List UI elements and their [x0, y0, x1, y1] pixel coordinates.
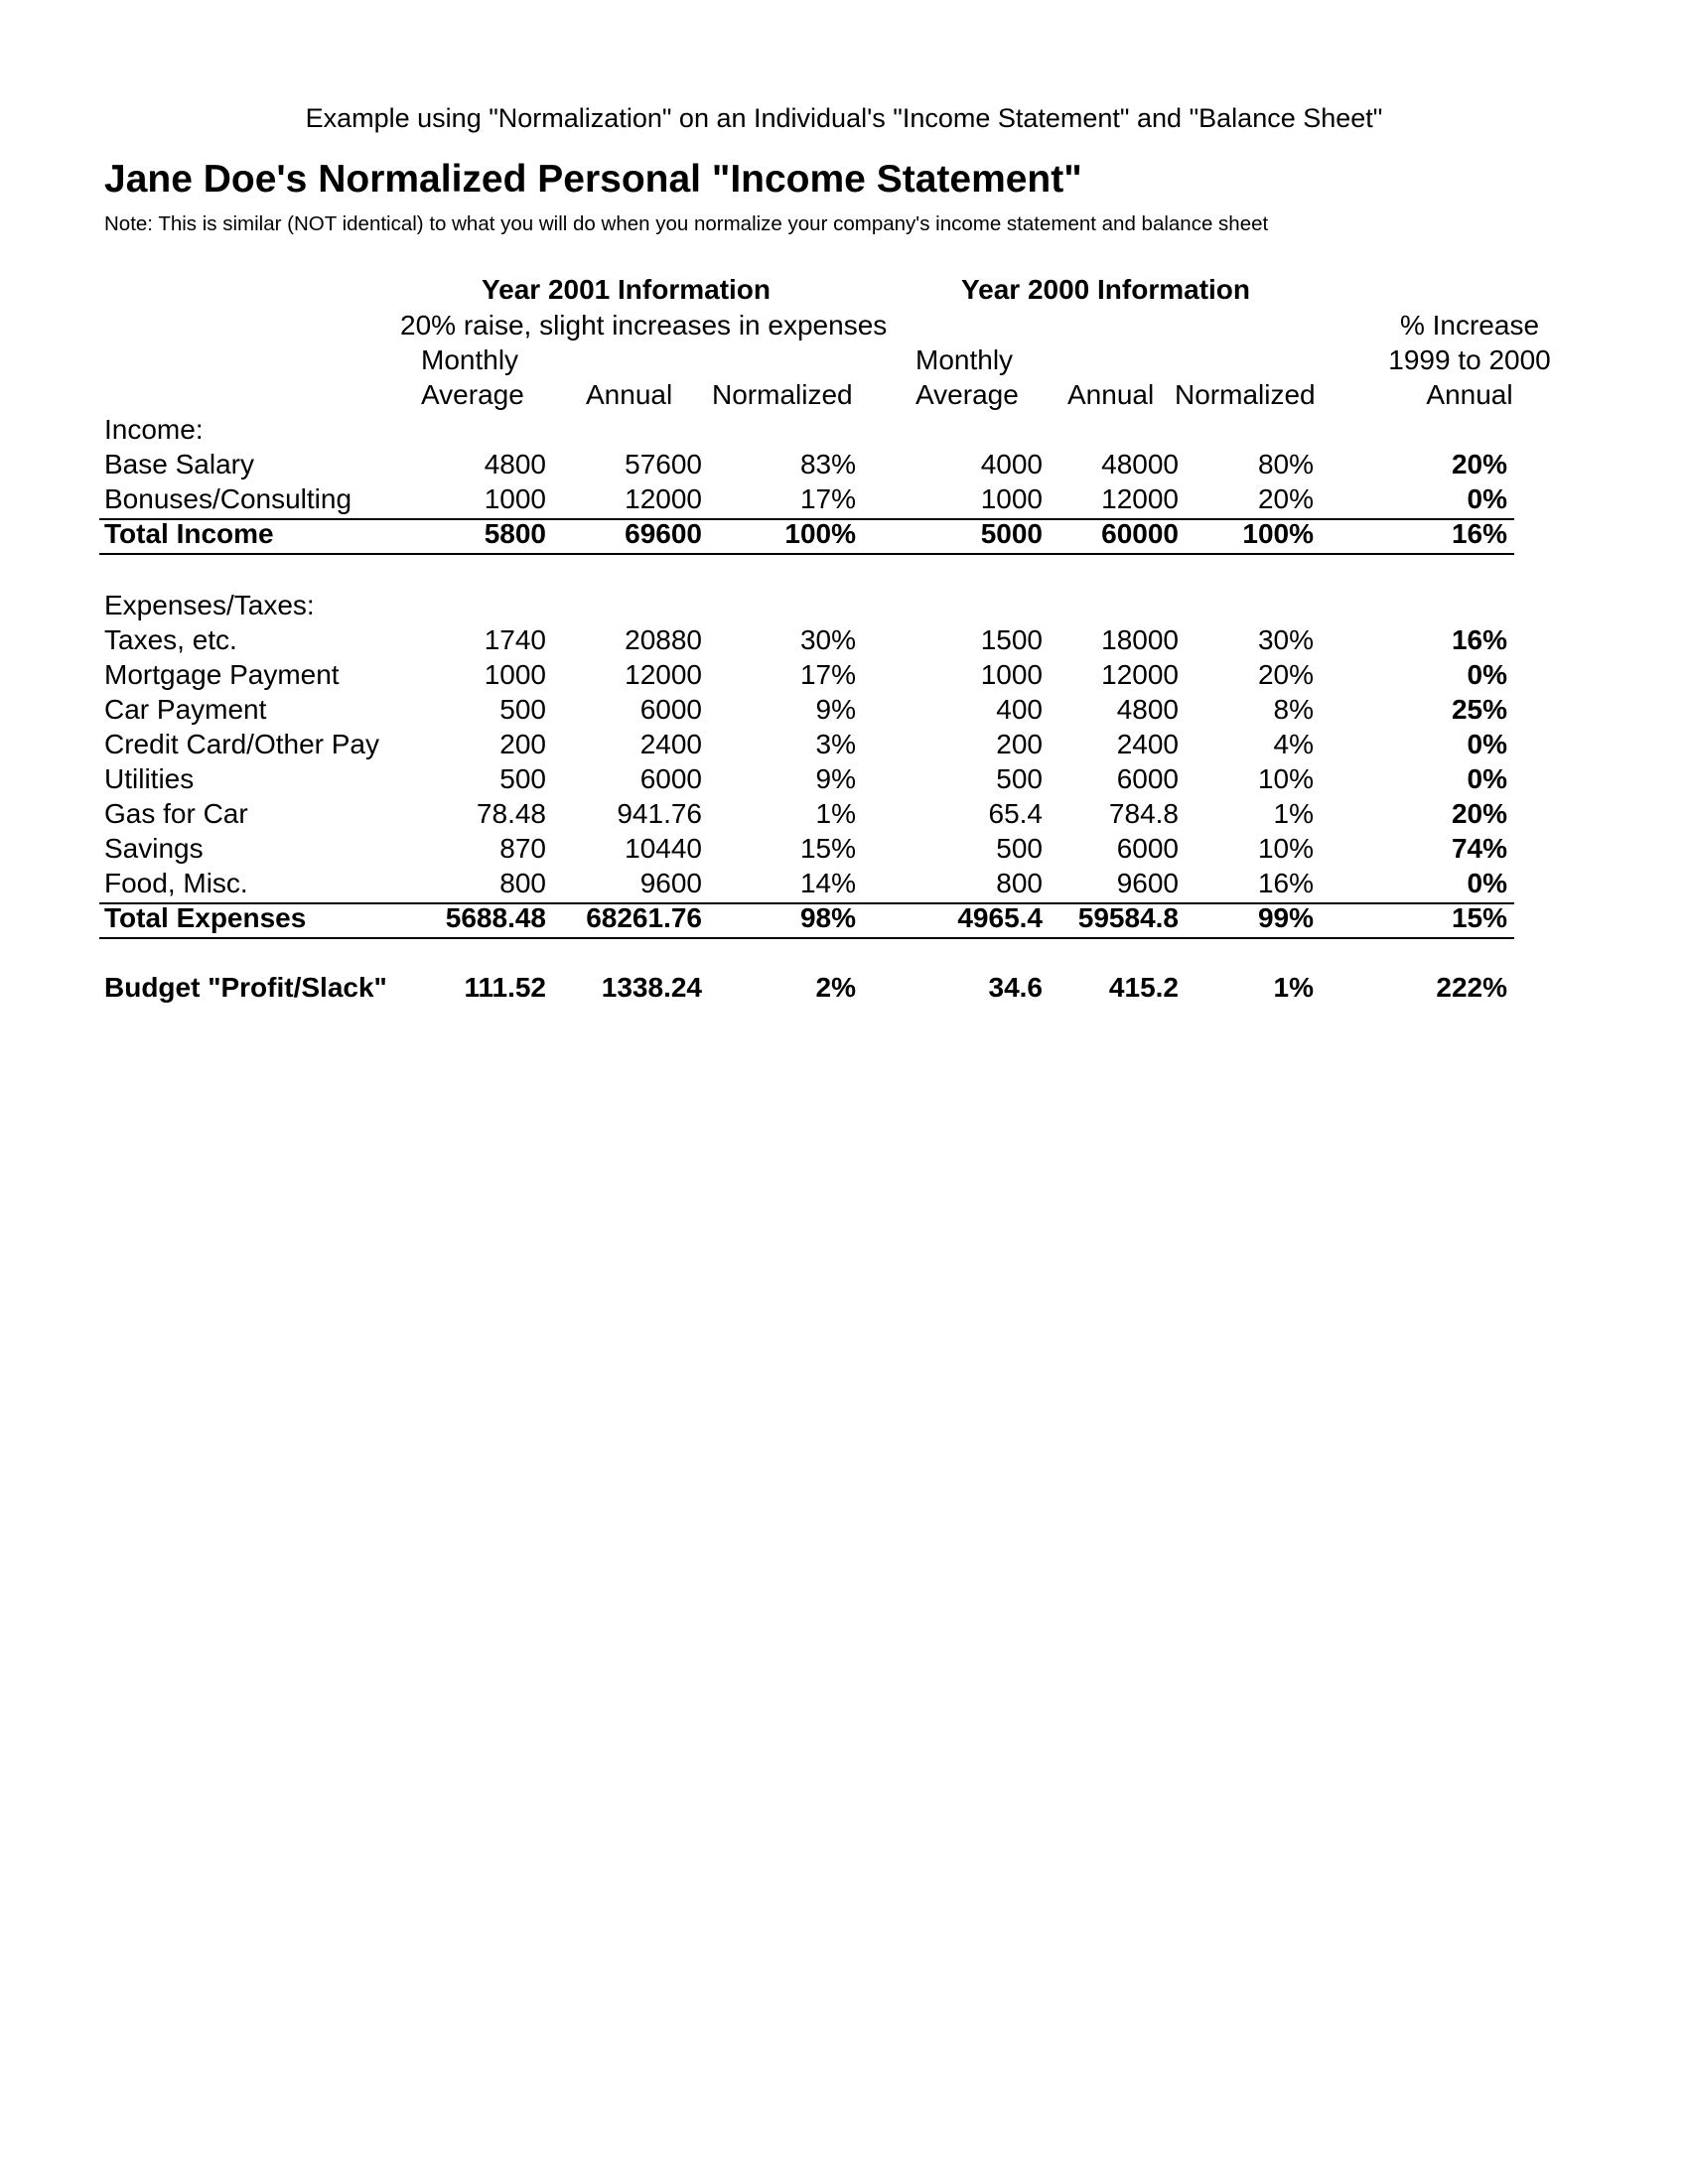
cell-2001-monthly: 500	[499, 763, 546, 794]
cell-2001-monthly: 5688.48	[445, 902, 546, 933]
row-label: Bonuses/Consulting	[104, 483, 352, 514]
table-row	[0, 727, 1688, 761]
normalized-header-2000: Normalized	[1175, 379, 1316, 410]
cell-2001-annual: 10440	[625, 833, 702, 864]
cell-2000-annual: 12000	[1101, 659, 1179, 690]
cell-2000-monthly: 400	[996, 694, 1043, 725]
cell-2001-normalized: 9%	[815, 694, 856, 725]
cell-2000-normalized: 30%	[1257, 624, 1314, 655]
table-row	[0, 657, 1688, 692]
cell-2001-monthly: 78.48	[476, 798, 546, 829]
cell-2000-monthly: 1000	[980, 659, 1043, 690]
cell-pct-increase: 0%	[1467, 868, 1507, 898]
cell-2001-annual: 2400	[639, 729, 702, 759]
pct-increase-header-line3: Annual	[1426, 379, 1513, 410]
cell-pct-increase: 0%	[1467, 763, 1507, 794]
cell-2001-monthly: 5800	[484, 518, 546, 549]
table-row	[0, 831, 1688, 866]
row-label: Mortgage Payment	[104, 659, 340, 690]
cell-pct-increase: 222%	[1436, 972, 1507, 1003]
cell-2000-normalized: 20%	[1257, 659, 1314, 690]
cell-2000-annual: 6000	[1116, 833, 1179, 864]
cell-pct-increase: 0%	[1467, 659, 1507, 690]
cell-2001-monthly: 1740	[484, 624, 546, 655]
cell-2000-annual: 784.8	[1108, 798, 1179, 829]
cell-2001-annual: 1338.24	[601, 972, 702, 1003]
cell-2001-normalized: 98%	[799, 902, 856, 933]
table-row	[0, 866, 1688, 900]
cell-pct-increase: 16%	[1451, 624, 1507, 655]
cell-2000-normalized: 10%	[1257, 763, 1314, 794]
cell-2000-annual: 18000	[1101, 624, 1179, 655]
table-row-budget	[0, 970, 1688, 1005]
table-row-total-expenses	[0, 900, 1688, 935]
row-label: Total Expenses	[104, 902, 307, 933]
cell-2001-normalized: 1%	[815, 798, 856, 829]
monthly-header-2001-line2: Average	[421, 379, 524, 410]
cell-2001-annual: 941.76	[617, 798, 702, 829]
row-label: Credit Card/Other Pay	[104, 729, 379, 759]
cell-2001-normalized: 2%	[815, 972, 856, 1003]
cell-2001-monthly: 800	[499, 868, 546, 898]
cell-2000-monthly: 5000	[980, 518, 1043, 549]
row-label: Base Salary	[104, 449, 254, 479]
section-label-expenses: Expenses/Taxes:	[104, 590, 315, 620]
cell-2000-normalized: 100%	[1242, 518, 1314, 549]
table-row	[0, 796, 1688, 831]
monthly-header-2000-line2: Average	[915, 379, 1019, 410]
pct-increase-header-line2: 1999 to 2000	[1388, 344, 1551, 375]
cell-2000-normalized: 10%	[1257, 833, 1314, 864]
pct-increase-header-line1: % Increase	[1399, 310, 1540, 341]
cell-2001-monthly: 4800	[484, 449, 546, 479]
cell-2000-monthly: 800	[996, 868, 1043, 898]
cell-2000-annual: 415.2	[1108, 972, 1179, 1003]
annual-header-2000: Annual	[1067, 379, 1155, 410]
cell-2000-monthly: 4000	[980, 449, 1043, 479]
cell-2000-normalized: 80%	[1257, 449, 1314, 479]
cell-2000-annual: 2400	[1116, 729, 1179, 759]
cell-2000-monthly: 200	[996, 729, 1043, 759]
cell-2000-annual: 59584.8	[1077, 902, 1179, 933]
cell-pct-increase: 15%	[1451, 902, 1507, 933]
cell-2001-normalized: 17%	[799, 659, 856, 690]
cell-2000-annual: 48000	[1101, 449, 1179, 479]
cell-2001-annual: 20880	[625, 624, 702, 655]
cell-2001-annual: 12000	[625, 483, 702, 514]
row-label: Food, Misc.	[104, 868, 248, 898]
row-label: Taxes, etc.	[104, 624, 237, 655]
note-text: Note: This is similar (NOT identical) to what you will do when you normalize your company's income statement and balance sheet	[104, 212, 1269, 235]
cell-pct-increase: 20%	[1451, 798, 1507, 829]
row-label: Budget "Profit/Slack"	[104, 972, 387, 1003]
section-label-income: Income:	[104, 414, 204, 445]
cell-2001-annual: 12000	[625, 659, 702, 690]
divider-line	[99, 937, 1514, 939]
cell-2000-monthly: 34.6	[988, 972, 1043, 1003]
cell-2001-annual: 69600	[625, 518, 702, 549]
annual-header-2001: Annual	[586, 379, 673, 410]
divider-line	[99, 553, 1514, 555]
cell-2000-annual: 6000	[1116, 763, 1179, 794]
cell-2000-normalized: 16%	[1257, 868, 1314, 898]
cell-2000-annual: 4800	[1116, 694, 1179, 725]
table-row	[0, 761, 1688, 796]
example-heading: Example using "Normalization" on an Individual's "Income Statement" and "Balance Sheet"	[305, 103, 1383, 133]
normalized-header-2001: Normalized	[712, 379, 853, 410]
row-label: Utilities	[104, 763, 195, 794]
table-row	[0, 447, 1688, 481]
cell-2001-normalized: 15%	[799, 833, 856, 864]
cell-2001-normalized: 9%	[815, 763, 856, 794]
cell-2001-normalized: 100%	[784, 518, 856, 549]
cell-2000-monthly: 500	[996, 833, 1043, 864]
cell-2000-normalized: 4%	[1273, 729, 1314, 759]
cell-2001-monthly: 500	[499, 694, 546, 725]
cell-2001-monthly: 200	[499, 729, 546, 759]
cell-2000-normalized: 99%	[1257, 902, 1314, 933]
row-label: Total Income	[104, 518, 274, 549]
cell-2001-annual: 6000	[639, 694, 702, 725]
cell-2001-monthly: 1000	[484, 483, 546, 514]
cell-pct-increase: 16%	[1451, 518, 1507, 549]
cell-2001-monthly: 1000	[484, 659, 546, 690]
cell-2001-normalized: 83%	[799, 449, 856, 479]
cell-2000-normalized: 1%	[1273, 972, 1314, 1003]
cell-2001-normalized: 30%	[799, 624, 856, 655]
cell-2000-normalized: 20%	[1257, 483, 1314, 514]
cell-2000-monthly: 1000	[980, 483, 1043, 514]
cell-2000-normalized: 8%	[1273, 694, 1314, 725]
page-title: Jane Doe's Normalized Personal "Income Statement"	[104, 158, 1082, 201]
cell-pct-increase: 20%	[1451, 449, 1507, 479]
cell-pct-increase: 25%	[1451, 694, 1507, 725]
cell-pct-increase: 74%	[1451, 833, 1507, 864]
table-row	[0, 622, 1688, 657]
cell-2000-normalized: 1%	[1273, 798, 1314, 829]
year-2001-group-header: Year 2001 Information	[482, 274, 772, 305]
cell-2001-monthly: 870	[499, 833, 546, 864]
row-label: Gas for Car	[104, 798, 248, 829]
year-2000-group-header: Year 2000 Information	[961, 274, 1251, 305]
cell-2001-annual: 68261.76	[586, 902, 702, 933]
cell-2000-monthly: 65.4	[988, 798, 1043, 829]
cell-2000-annual: 9600	[1116, 868, 1179, 898]
cell-2001-normalized: 3%	[815, 729, 856, 759]
monthly-header-2000-line1: Monthly	[915, 344, 1014, 375]
cell-2001-normalized: 17%	[799, 483, 856, 514]
cell-2000-monthly: 1500	[980, 624, 1043, 655]
cell-2001-annual: 9600	[639, 868, 702, 898]
year-2001-subheader: 20% raise, slight increases in expenses	[400, 310, 888, 341]
cell-2001-annual: 57600	[625, 449, 702, 479]
cell-2001-monthly: 111.52	[464, 972, 546, 1003]
row-label: Car Payment	[104, 694, 267, 725]
cell-2001-annual: 6000	[639, 763, 702, 794]
cell-2000-monthly: 500	[996, 763, 1043, 794]
row-label: Savings	[104, 833, 204, 864]
cell-pct-increase: 0%	[1467, 729, 1507, 759]
table-row	[0, 481, 1688, 516]
table-row-total-income	[0, 516, 1688, 551]
cell-2000-annual: 60000	[1101, 518, 1179, 549]
cell-pct-increase: 0%	[1467, 483, 1507, 514]
cell-2000-annual: 12000	[1101, 483, 1179, 514]
monthly-header-2001-line1: Monthly	[421, 344, 519, 375]
cell-2000-monthly: 4965.4	[957, 902, 1043, 933]
table-row	[0, 692, 1688, 727]
cell-2001-normalized: 14%	[799, 868, 856, 898]
